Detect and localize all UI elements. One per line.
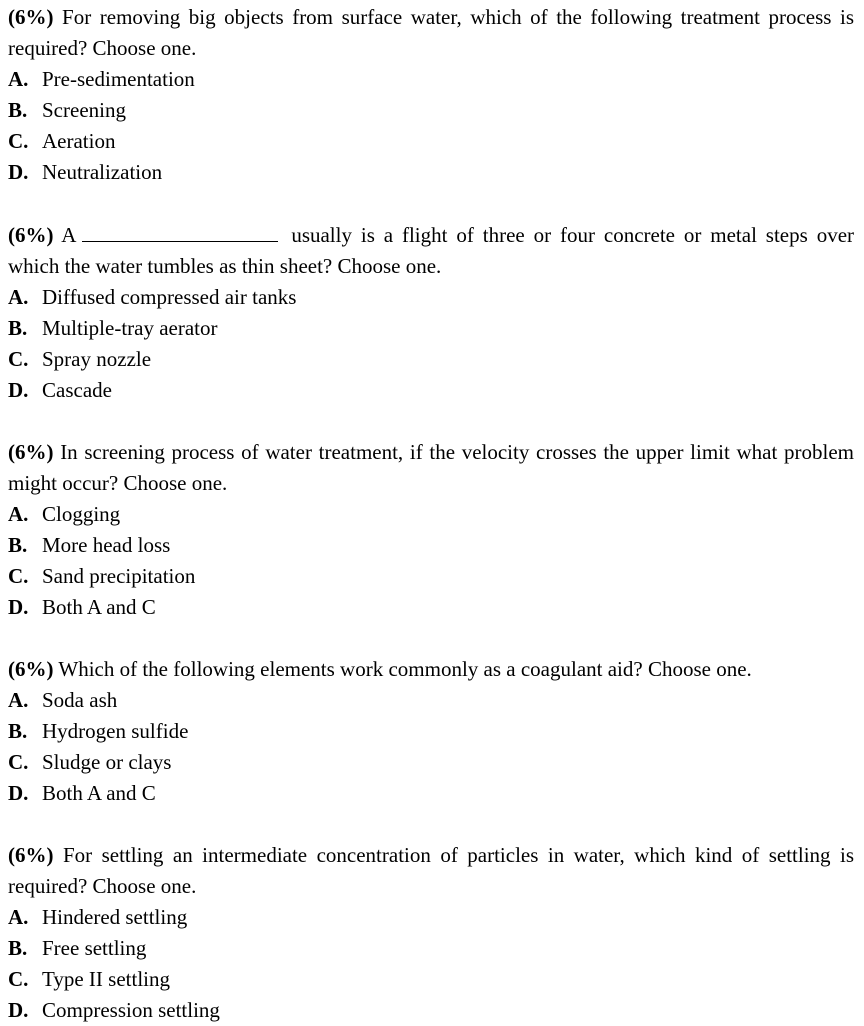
option-text: Screening [42,98,126,122]
option-list [8,499,854,623]
option-letter: D. [8,998,29,1022]
option-text: Pre-sedimentation [42,67,195,91]
option-letter: D. [8,378,29,402]
option-list [8,685,854,809]
question-stem [8,840,854,902]
option-text: Hindered settling [42,905,188,929]
option-letter: C. [8,564,29,588]
question-text-before-blank: A [61,223,77,247]
option-list [8,282,854,406]
option-c[interactable] [8,344,854,375]
option-d[interactable] [8,592,854,623]
option-letter: B. [8,316,28,340]
option-text: Type II settling [42,967,170,991]
option-text: Cascade [42,378,112,402]
option-text: Free settling [42,936,147,960]
question-weight: (6%) [8,440,54,464]
option-letter: C. [8,129,29,153]
question-text-after-blank: usually is a flight of three or four concrete or metal steps over which the water tumbles as thin sheet? Choose one. [8,223,855,278]
option-text: Both A and C [42,781,156,805]
option-text: Compression settling [42,998,220,1022]
question-text: Which of the following elements work commonly as a coagulant aid? Choose one. [58,657,752,681]
option-text: Multiple-tray aerator [42,316,218,340]
option-d[interactable] [8,995,854,1026]
option-b[interactable] [8,933,854,964]
option-text: Both A and C [42,595,156,619]
option-letter: B. [8,533,28,557]
question-stem [8,219,854,282]
option-text: Spray nozzle [42,347,152,371]
option-text: Sludge or clays [42,750,172,774]
question-weight: (6%) [8,657,54,681]
option-letter: A. [8,67,29,91]
option-d[interactable] [8,778,854,809]
option-text: Aeration [42,129,116,153]
option-letter: D. [8,595,29,619]
option-letter: A. [8,502,29,526]
question-3 [8,437,854,623]
option-text: Hydrogen sulfide [42,719,189,743]
option-text: Soda ash [42,688,118,712]
option-a[interactable] [8,499,854,530]
option-letter: C. [8,347,29,371]
option-text: Diffused compressed air tanks [42,285,297,309]
option-letter: A. [8,285,29,309]
fill-in-blank [82,219,278,242]
question-weight: (6%) [8,223,54,247]
option-letter: C. [8,750,29,774]
option-c[interactable] [8,747,854,778]
option-letter: C. [8,967,29,991]
option-b[interactable] [8,716,854,747]
option-d[interactable] [8,375,854,406]
option-letter: B. [8,936,28,960]
option-letter: A. [8,688,29,712]
option-text: Neutralization [42,160,163,184]
option-b[interactable] [8,530,854,561]
question-4 [8,654,854,809]
option-c[interactable] [8,964,854,995]
question-5 [8,840,854,1026]
option-text: Clogging [42,502,121,526]
option-text: More head loss [42,533,171,557]
option-a[interactable] [8,902,854,933]
option-letter: B. [8,98,28,122]
option-c[interactable] [8,561,854,592]
option-c[interactable] [8,126,854,157]
option-a[interactable] [8,685,854,716]
question-2 [8,219,854,406]
option-list [8,64,854,188]
option-a[interactable] [8,64,854,95]
question-text: For settling an intermediate concentration of particles in water, which kind of settling is required? Choose one. [8,843,855,898]
option-b[interactable] [8,95,854,126]
option-letter: D. [8,160,29,184]
question-text: For removing big objects from surface water, which of the following treatment process is required? Choose one. [8,5,854,60]
option-d[interactable] [8,157,854,188]
question-stem [8,654,854,685]
option-a[interactable] [8,282,854,313]
option-b[interactable] [8,313,854,344]
question-weight: (6%) [8,843,54,867]
option-letter: B. [8,719,28,743]
question-stem [8,437,854,499]
option-letter: D. [8,781,29,805]
question-1 [8,2,854,188]
option-letter: A. [8,905,29,929]
question-weight: (6%) [8,5,54,29]
option-text: Sand precipitation [42,564,196,588]
option-list [8,902,854,1026]
question-stem [8,2,854,64]
question-text: In screening process of water treatment, if the velocity crosses the upper limit what problem might occur? Choose one. [8,440,854,495]
